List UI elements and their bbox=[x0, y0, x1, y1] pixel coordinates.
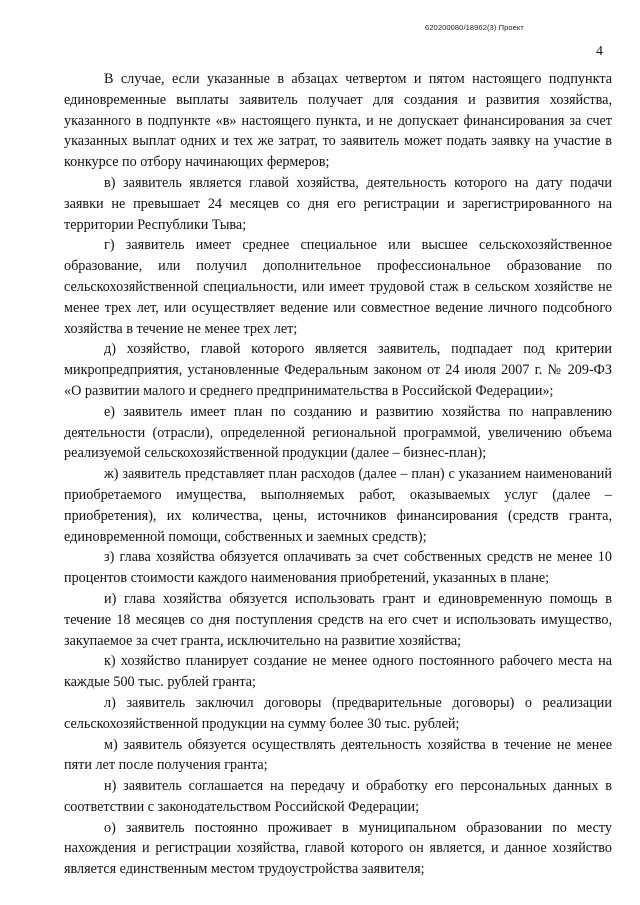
document-body bbox=[64, 69, 612, 880]
paragraph-item-e: е) заявитель имеет план по созданию и развитию хозяйства по направлению деятельности (отрасли), определенной региональной программой, увеличению объема реализуемой сельскохозяйственной продукции (далее – бизнес-план); bbox=[64, 403, 612, 462]
paragraph-item-l: л) заявитель заключил договоры (предварительные договоры) о реализации сельскохозяйственной продукции на сумму более 30 тыс. рублей; bbox=[64, 694, 612, 732]
paragraph-item-i: и) глава хозяйства обязуется использовать грант и единовременную помощь в течение 18 месяцев со дня поступления средств на его счет и использовать имущество, закупаемое за счет гранта, исключительно на развитие хозяйства; bbox=[64, 590, 612, 649]
paragraph-item-n: н) заявитель соглашается на передачу и обработку его персональных данных в соответствии с законодательством Российской Федерации; bbox=[64, 778, 612, 815]
paragraph-item-d: д) хозяйство, главой которого является заявитель, подпадает под критерии микропредприятия, установленные Федеральным законом от 24 июля 2007 г. № 209-ФЗ «О развитии малого и среднего предпринимательства в Российской Федерации»; bbox=[64, 341, 612, 399]
paragraph-item-v: в) заявитель является главой хозяйства, деятельность которого на дату подачи заявки не превышает 24 месяцев со дня его регистрации и зарегистрированного на территории Республики Тыва; bbox=[64, 174, 612, 233]
paragraph-item-k: к) хозяйство планирует создание не менее одного постоянного рабочего места на каждые 500 тыс. рублей гранта; bbox=[64, 653, 612, 691]
page-number: 4 bbox=[596, 44, 603, 59]
paragraph-item-z: з) глава хозяйства обязуется оплачивать за счет собственных средств не менее 10 процентов стоимости каждого наименования приобретений, указанных в плане; bbox=[64, 549, 612, 587]
paragraph-item-m: м) заявитель обязуется осуществлять деятельность хозяйства в течение не менее пяти лет после получения гранта; bbox=[64, 736, 612, 774]
paragraph-item-zh: ж) заявитель представляет план расходов (далее – план) с указанием наименований приобретаемого имущества, выполняемых работ, оказываемых услуг (далее – приобретения), их количества, цены, источников финансирования (средств гранта, единовременной помощи, собственных и заемных средств); bbox=[64, 466, 612, 545]
paragraph-item-o: о) заявитель постоянно проживает в муниципальном образовании по месту нахождения и регистрации хозяйства, главой которого он является, и данное хозяйство является единственным местом трудоустройства заявителя; bbox=[64, 819, 612, 878]
paragraph-item-g: г) заявитель имеет среднее специальное или высшее сельскохозяйственное образование, или получил дополнительное профессиональное образование по сельскохозяйственной специальности, или имеет трудовой стаж в сельском хозяйстве не менее трех лет, или осуществляет ведение или совместное ведение личного подсобного хозяйства в течение не менее трех лет; bbox=[64, 237, 612, 337]
document-id: 620200080/18962(3) Проект bbox=[425, 23, 524, 32]
paragraph-intro: В случае, если указанные в абзацах четвертом и пятом настоящего подпункта единовременные выплаты заявитель получает для создания и развития хозяйства, указанного в подпункте «в» настоящего пункта, и не допускает финансирования за счет указанных выплат одних и тех же затрат, то заявитель может подать заявку на участие в конкурсе по отбору начинающих фермеров; bbox=[64, 71, 612, 171]
